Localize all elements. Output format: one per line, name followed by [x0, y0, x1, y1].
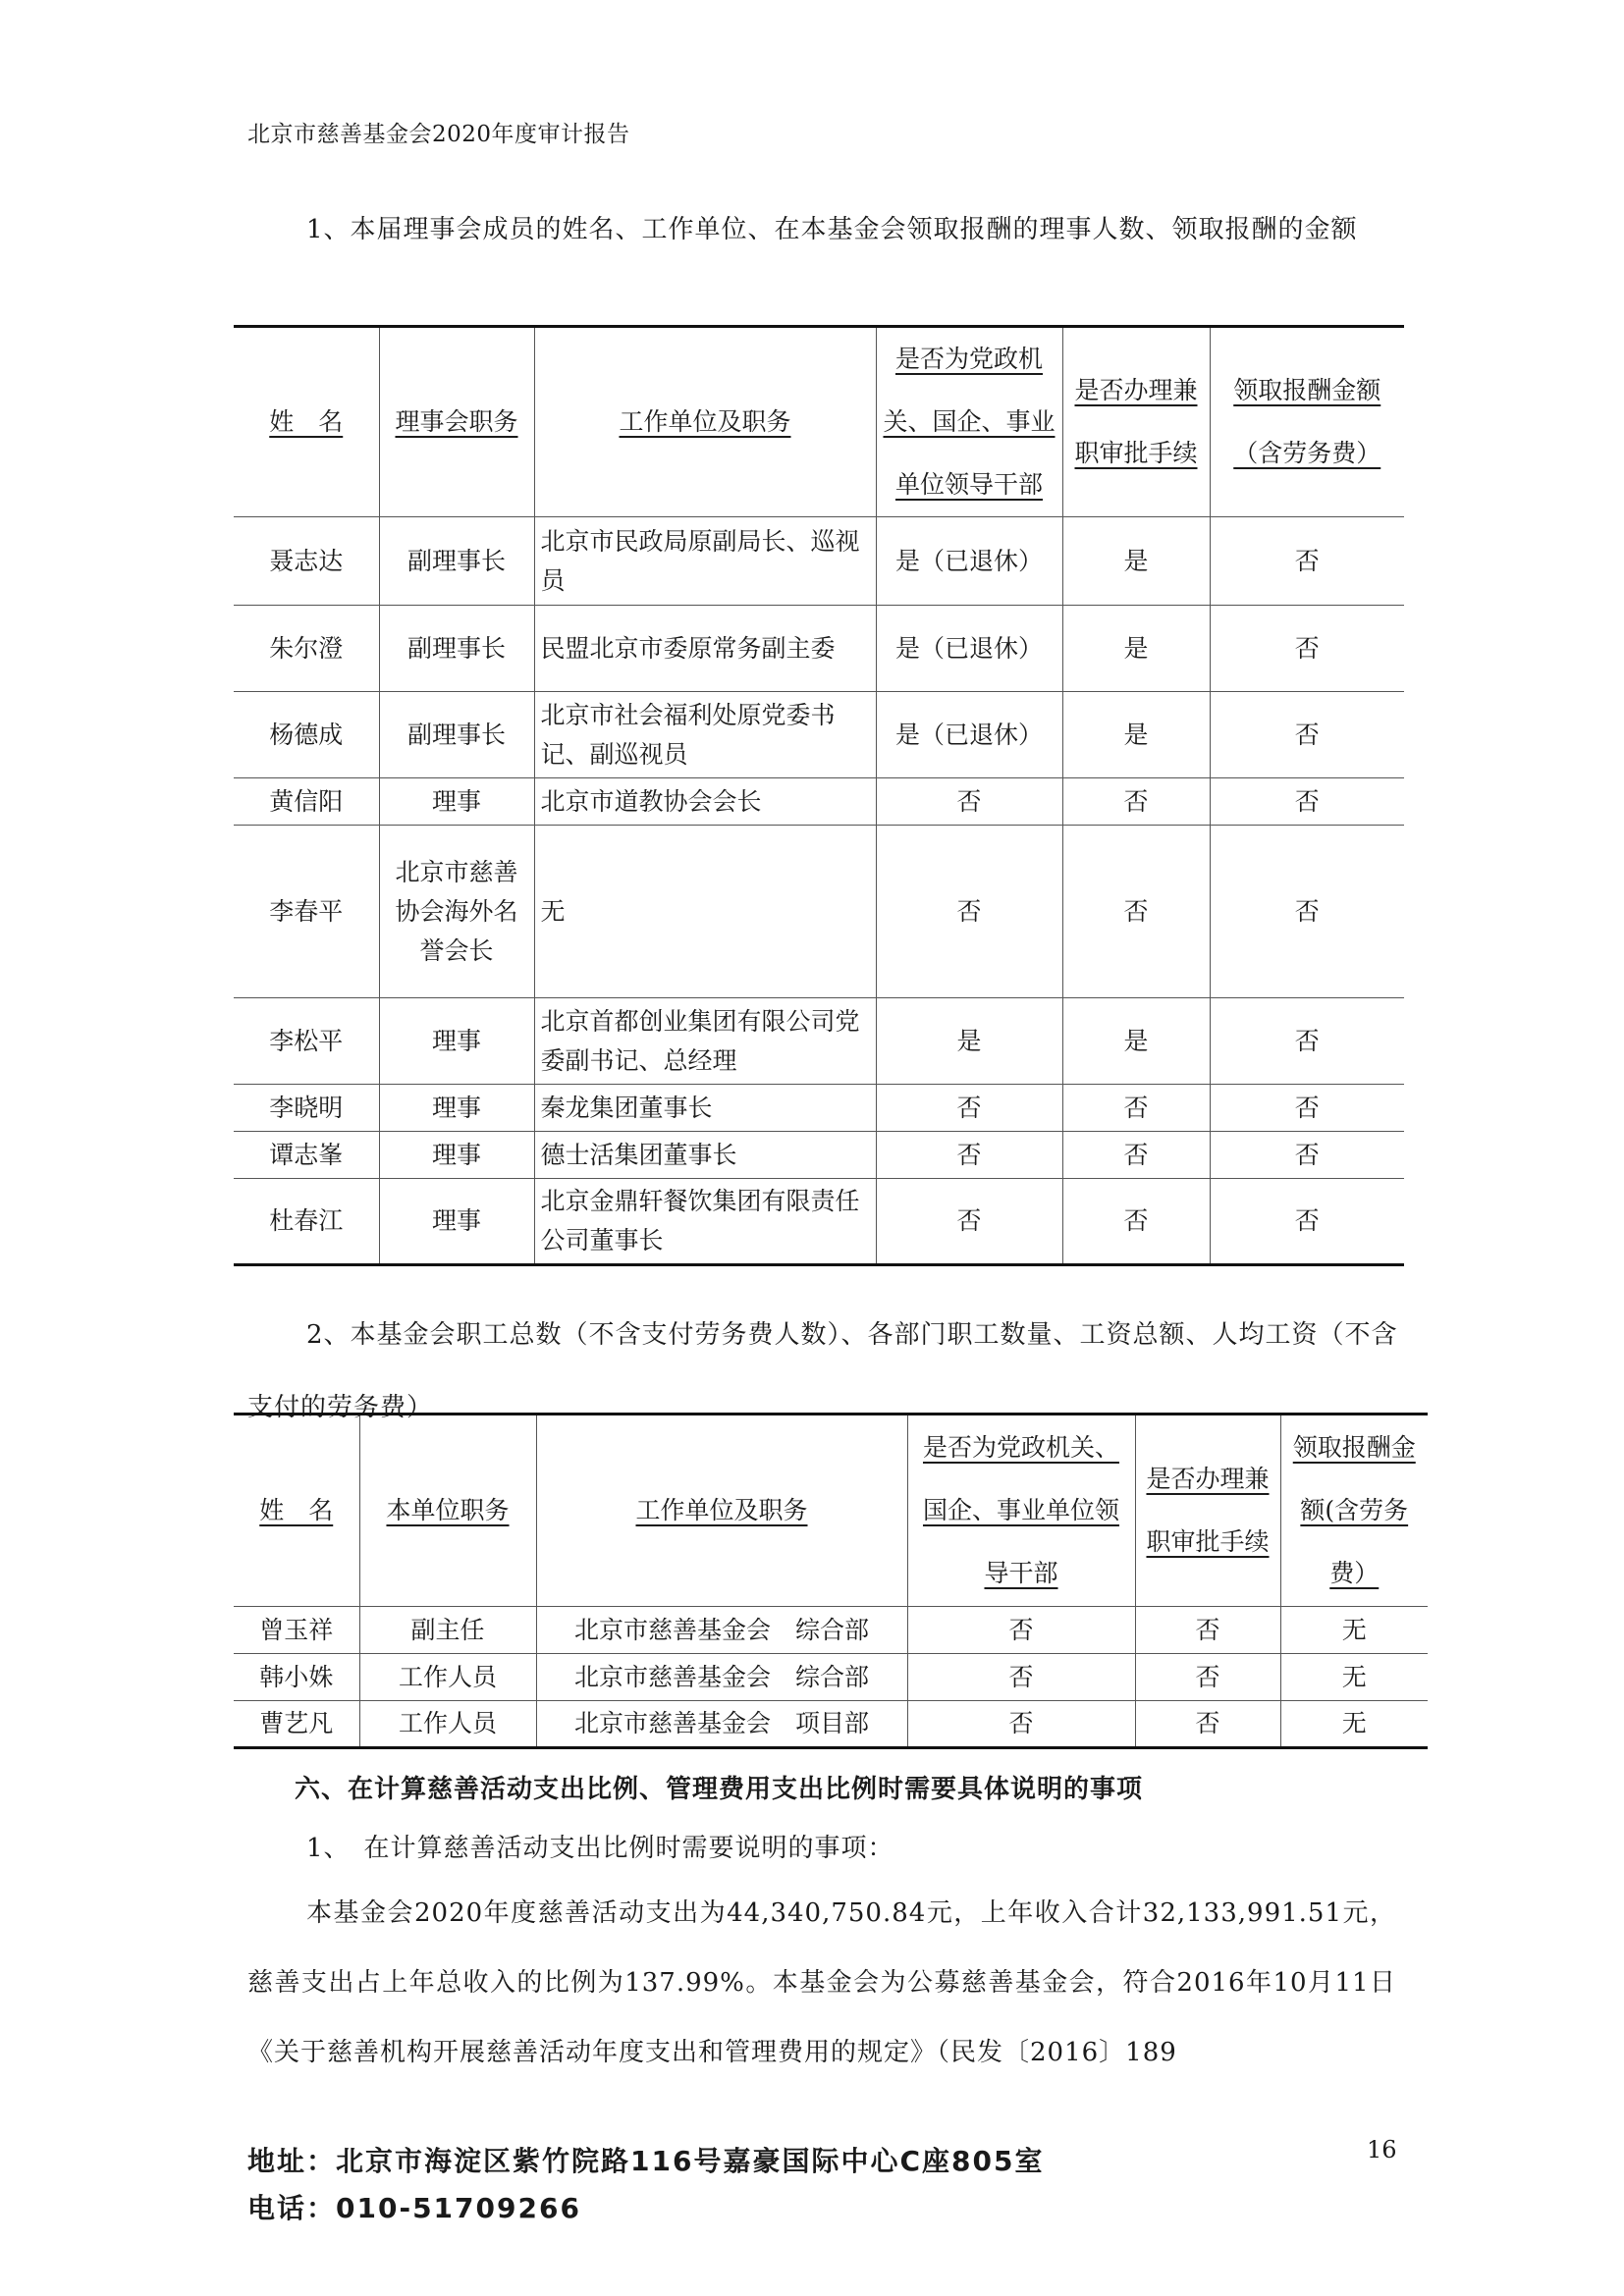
- col-header-pay: 领取报酬金额(含劳务费）: [1292, 1433, 1416, 1587]
- cell-approval: 是: [1062, 517, 1210, 606]
- col-header-pay: 领取报酬金额（含劳务费）: [1233, 376, 1381, 467]
- cell-role: 副理事长: [379, 517, 534, 606]
- cell-unit: 秦龙集团董事长: [534, 1085, 876, 1132]
- cell-pay: 否: [1210, 1132, 1404, 1179]
- cell-name: 曾玉祥: [234, 1607, 359, 1654]
- cell-official: 是（已退休）: [876, 692, 1062, 778]
- cell-unit: 民盟北京市委原常务副主委: [534, 606, 876, 692]
- section6-title: 六、在计算慈善活动支出比例、管理费用支出比例时需要具体说明的事项: [295, 1775, 1144, 1804]
- cell-name: 聂志达: [234, 517, 379, 606]
- cell-pay: 否: [1210, 998, 1404, 1085]
- cell-unit: 北京市社会福利处原党委书记、副巡视员: [534, 692, 876, 778]
- cell-approval: 否: [1135, 1607, 1280, 1654]
- cell-pay: 否: [1210, 692, 1404, 778]
- cell-approval: 否: [1062, 1085, 1210, 1132]
- cell-name: 曹艺凡: [234, 1701, 359, 1748]
- cell-approval: 否: [1062, 778, 1210, 826]
- cell-role: 工作人员: [359, 1701, 536, 1748]
- col-header-role: 本单位职务: [386, 1496, 510, 1524]
- cell-official: 否: [876, 1085, 1062, 1132]
- cell-approval: 是: [1062, 998, 1210, 1085]
- cell-unit: 北京首都创业集团有限公司党委副书记、总经理: [534, 998, 876, 1085]
- cell-role: 理事: [379, 778, 534, 826]
- cell-name: 谭志峯: [234, 1132, 379, 1179]
- cell-unit: 北京市慈善基金会 综合部: [536, 1607, 907, 1654]
- col-header-role: 理事会职务: [395, 407, 518, 436]
- table-row: [234, 1085, 1404, 1132]
- cell-official: 否: [876, 1132, 1062, 1179]
- section1-intro: 1、本届理事会成员的姓名、工作单位、在本基金会领取报酬的理事人数、领取报酬的金额: [306, 215, 1358, 244]
- col-header-unit: 工作单位及职务: [635, 1496, 808, 1524]
- col-header-approval: 是否办理兼职审批手续: [1146, 1465, 1270, 1556]
- table-header-row: [234, 1415, 1428, 1607]
- table-row: [234, 1607, 1428, 1654]
- table-row: [234, 1701, 1428, 1748]
- table-row: [234, 826, 1404, 998]
- cell-approval: 否: [1062, 826, 1210, 998]
- cell-name: 朱尔澄: [234, 606, 379, 692]
- col-header-approval: 是否办理兼职审批手续: [1074, 376, 1198, 467]
- cell-role: 副主任: [359, 1607, 536, 1654]
- cell-unit: 北京市慈善基金会 综合部: [536, 1654, 907, 1701]
- col-header-name: 姓 名: [269, 407, 344, 436]
- section6-body: 本基金会2020年度慈善活动支出为44,340,750.84元，上年收入合计32,133,991.51元，慈善支出占上年总收入的比例为137.99%。本基金会为公募慈善基金会，符合2016年10月11日《关于慈善机构开展慈善活动年度支出和管理费用的规定》（民发〔2016〕189: [247, 1898, 1396, 2067]
- cell-approval: 否: [1135, 1701, 1280, 1748]
- table-row: [234, 1179, 1404, 1265]
- table-row: [234, 778, 1404, 826]
- cell-pay: 否: [1210, 606, 1404, 692]
- cell-official: 是（已退休）: [876, 606, 1062, 692]
- section2-intro: 2、本基金会职工总数（不含支付劳务费人数）、各部门职工数量、工资总额、人均工资（不含支付的劳务费）: [247, 1320, 1398, 1422]
- cell-official: 是: [876, 998, 1062, 1085]
- cell-role: 北京市慈善协会海外名誉会长: [379, 826, 534, 998]
- cell-name: 杨德成: [234, 692, 379, 778]
- table-row: [234, 1654, 1428, 1701]
- cell-pay: 无: [1280, 1607, 1428, 1654]
- cell-unit: 北京市民政局原副局长、巡视员: [534, 517, 876, 606]
- cell-pay: 否: [1210, 1179, 1404, 1265]
- cell-role: 理事: [379, 1132, 534, 1179]
- cell-role: 理事: [379, 1085, 534, 1132]
- table-row: [234, 692, 1404, 778]
- col-header-official: 是否为党政机关、国企、事业单位领导干部: [922, 1433, 1119, 1587]
- cell-pay: 否: [1210, 778, 1404, 826]
- cell-name: 黄信阳: [234, 778, 379, 826]
- cell-pay: 无: [1280, 1701, 1428, 1748]
- col-header-unit: 工作单位及职务: [619, 407, 791, 436]
- cell-pay: 无: [1280, 1654, 1428, 1701]
- cell-unit: 北京市慈善基金会 项目部: [536, 1701, 907, 1748]
- cell-official: 否: [876, 778, 1062, 826]
- cell-pay: 否: [1210, 1085, 1404, 1132]
- staff-table: [234, 1413, 1428, 1749]
- col-header-name: 姓 名: [259, 1496, 334, 1524]
- cell-name: 李春平: [234, 826, 379, 998]
- section6-subheading: 1、 在计算慈善活动支出比例时需要说明的事项：: [306, 1834, 894, 1863]
- table-row: [234, 606, 1404, 692]
- cell-name: 李松平: [234, 998, 379, 1085]
- table-header-row: [234, 327, 1404, 517]
- cell-approval: 是: [1062, 692, 1210, 778]
- cell-approval: 否: [1135, 1654, 1280, 1701]
- cell-pay: 否: [1210, 826, 1404, 998]
- cell-pay: 否: [1210, 517, 1404, 606]
- footer-phone: 电话：010-51709266: [247, 2192, 581, 2224]
- cell-official: 否: [907, 1701, 1135, 1748]
- cell-approval: 否: [1062, 1132, 1210, 1179]
- cell-unit: 北京市道教协会会长: [534, 778, 876, 826]
- page-number: 16: [1367, 2136, 1397, 2163]
- col-header-official: 是否为党政机关、国企、事业单位领导干部: [883, 345, 1056, 499]
- cell-name: 李晓明: [234, 1085, 379, 1132]
- table-row: [234, 1132, 1404, 1179]
- page-header: 北京市慈善基金会2020年度审计报告: [247, 122, 630, 147]
- cell-unit: 德士活集团董事长: [534, 1132, 876, 1179]
- cell-approval: 否: [1062, 1179, 1210, 1265]
- cell-official: 否: [876, 1179, 1062, 1265]
- cell-unit: 无: [534, 826, 876, 998]
- cell-role: 副理事长: [379, 692, 534, 778]
- cell-role: 工作人员: [359, 1654, 536, 1701]
- cell-official: 否: [876, 826, 1062, 998]
- cell-unit: 北京金鼎轩餐饮集团有限责任公司董事长: [534, 1179, 876, 1265]
- cell-official: 是（已退休）: [876, 517, 1062, 606]
- cell-official: 否: [907, 1654, 1135, 1701]
- cell-approval: 是: [1062, 606, 1210, 692]
- board-members-table: [234, 325, 1404, 1266]
- cell-role: 副理事长: [379, 606, 534, 692]
- cell-name: 杜春江: [234, 1179, 379, 1265]
- cell-role: 理事: [379, 1179, 534, 1265]
- footer-address: 地址：北京市海淀区紫竹院路116号嘉豪国际中心C座805室: [247, 2145, 1045, 2177]
- cell-name: 韩小姝: [234, 1654, 359, 1701]
- table-row: [234, 998, 1404, 1085]
- cell-role: 理事: [379, 998, 534, 1085]
- table-row: [234, 517, 1404, 606]
- cell-official: 否: [907, 1607, 1135, 1654]
